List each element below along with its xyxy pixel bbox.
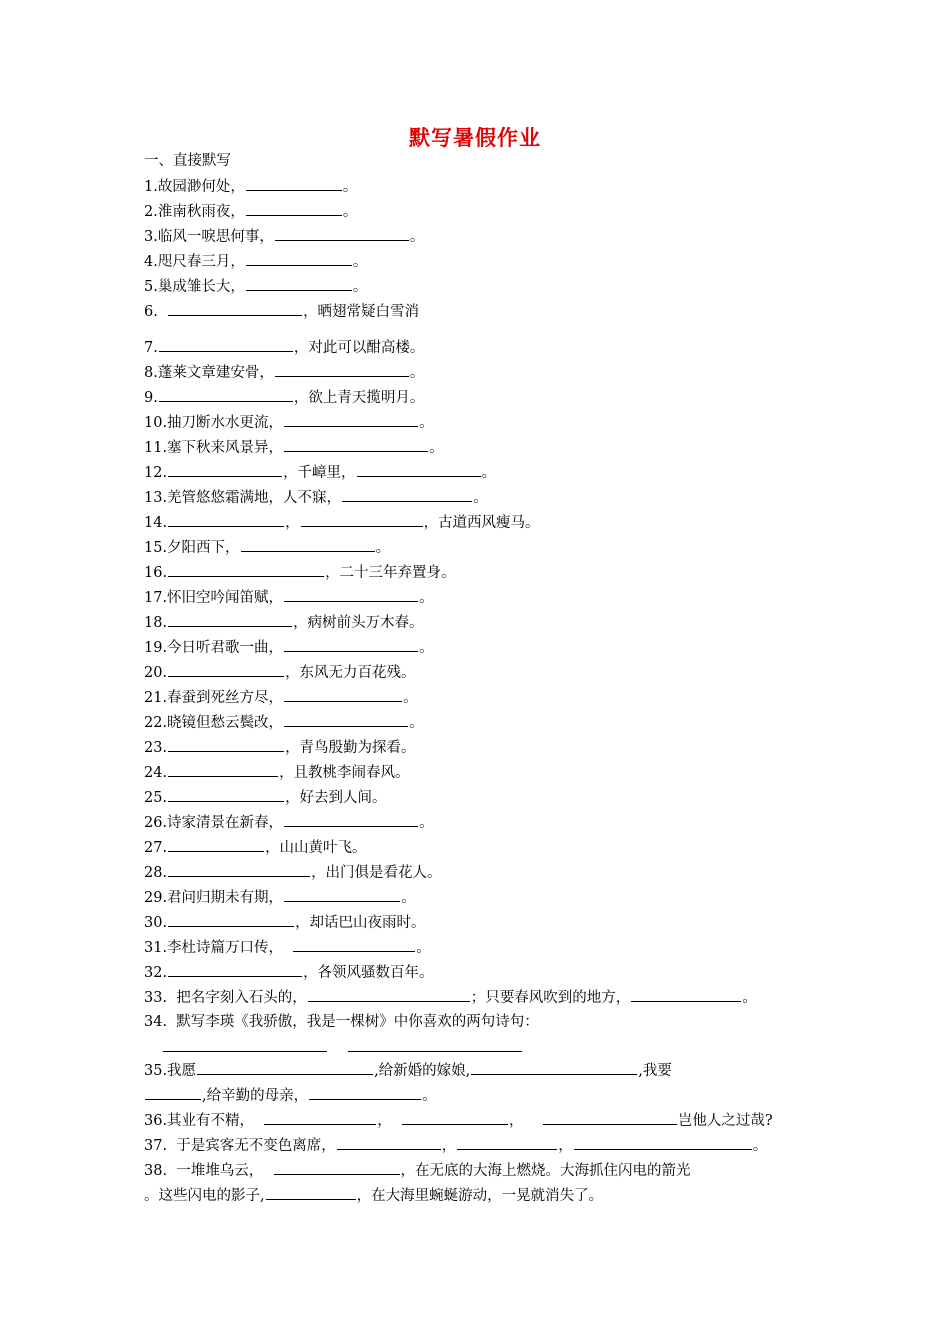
answer-blank[interactable]	[168, 762, 278, 777]
question-text: ，出门俱是看花人。	[311, 865, 442, 881]
question-line	[144, 1037, 523, 1058]
question-text: 26.诗家清景在新春，	[144, 815, 284, 831]
question-line	[144, 301, 419, 322]
question-text: 4.咫尺春三月，	[144, 254, 245, 270]
question-text: 37. 于是宾客无不变色离席，	[144, 1138, 336, 1154]
question-text: ，青鸟殷勤为探看。	[285, 740, 416, 756]
question-line	[144, 387, 424, 408]
answer-blank[interactable]	[471, 1060, 637, 1075]
question-text: 23.	[144, 740, 168, 756]
question-text: ，古道西风瘦马。	[423, 515, 540, 531]
question-text: ，	[558, 1138, 573, 1154]
question-text: 36.其业有不精，	[144, 1113, 264, 1129]
answer-blank[interactable]	[168, 912, 294, 927]
question-text: 20.	[144, 665, 168, 681]
question-text: 。	[419, 815, 434, 831]
question-text: 。	[409, 715, 424, 731]
question-line	[144, 437, 444, 458]
answer-blank[interactable]	[284, 637, 418, 652]
question-text: 25.	[144, 790, 168, 806]
question-line	[144, 887, 416, 908]
question-text: ，各领风骚数百年。	[303, 965, 434, 981]
question-text: 17.怀旧空吟闻笛赋，	[144, 590, 284, 606]
question-text: ；只要春风吹到的地方，	[470, 990, 631, 1006]
question-text: 28.	[144, 865, 168, 881]
question-text: ，东风无力百花残。	[285, 665, 416, 681]
answer-blank[interactable]	[274, 1160, 400, 1175]
question-line	[144, 362, 424, 383]
question-line	[144, 1085, 437, 1106]
question-text: 。	[342, 204, 358, 220]
question-text: ,我要	[638, 1063, 672, 1079]
question-text: 8.蓬莱文章建安骨，	[144, 365, 274, 381]
answer-blank[interactable]	[284, 412, 418, 427]
question-text: 21.春蚕到死丝方尽，	[144, 690, 284, 706]
question-text: 。	[352, 254, 368, 270]
question-text: 10.抽刀断水水更流，	[144, 415, 284, 431]
question-line	[144, 612, 424, 633]
question-line	[144, 737, 416, 758]
answer-blank[interactable]	[168, 737, 284, 752]
answer-blank[interactable]	[168, 787, 284, 802]
answer-blank[interactable]	[246, 276, 352, 291]
question-text: 7.	[144, 340, 158, 356]
question-text: 11.塞下秋来风景异，	[144, 440, 284, 456]
question-line	[144, 276, 367, 297]
question-text: ，二十三年弃置身。	[325, 565, 456, 581]
answer-blank[interactable]	[159, 387, 293, 402]
question-text: 13.羌管悠悠霜满地，人不寐，	[144, 490, 342, 506]
answer-blank[interactable]	[284, 437, 428, 452]
question-text: 。	[422, 1088, 437, 1104]
question-line	[144, 201, 357, 222]
question-text: 。	[752, 1138, 768, 1154]
question-text: ，欲上青天揽明月。	[293, 390, 425, 406]
question-text: 33. 把名字刻入石头的，	[144, 990, 307, 1006]
question-text: ，山山黄叶飞。	[265, 840, 367, 856]
question-line	[144, 912, 426, 933]
question-text: 。	[419, 590, 434, 606]
answer-blank[interactable]	[246, 176, 342, 191]
question-text: 31.李杜诗篇万口传，	[144, 940, 293, 956]
answer-blank[interactable]	[284, 587, 418, 602]
answer-blank[interactable]	[357, 462, 481, 477]
question-text: 。	[409, 229, 425, 245]
page-title: 默写暑假作业	[409, 126, 541, 150]
question-text: ，在无底的大海上燃烧。大海抓住闪电的箭光	[400, 1163, 691, 1179]
question-text: 34. 默写李瑛《我骄傲，我是一棵树》中你喜欢的两句诗句：	[144, 1014, 539, 1030]
question-line	[144, 762, 410, 783]
question-text: 。	[419, 640, 434, 656]
question-text: 9.	[144, 390, 158, 406]
question-text: 18.	[144, 615, 168, 631]
answer-blank[interactable]	[284, 712, 408, 727]
answer-blank[interactable]	[284, 687, 402, 702]
question-line	[144, 226, 424, 247]
question-text: 27.	[144, 840, 168, 856]
question-text: 24.	[144, 765, 168, 781]
question-line	[144, 1060, 672, 1081]
answer-blank[interactable]	[309, 1085, 421, 1100]
question-text: ，在大海里蜿蜒游动，一晃就消失了。	[356, 1188, 604, 1204]
question-text: 30.	[144, 915, 168, 931]
answer-blank[interactable]	[348, 1037, 522, 1052]
question-text: 22.晓镜但愁云鬓改，	[144, 715, 284, 731]
answer-blank[interactable]	[168, 962, 302, 977]
answer-blank[interactable]	[168, 462, 282, 477]
question-text: 38. 一堆堆乌云，	[144, 1163, 273, 1179]
question-line	[144, 462, 496, 483]
answer-blank[interactable]	[246, 251, 352, 266]
question-text: 。	[375, 540, 391, 556]
question-text: ，对此可以酣高楼。	[293, 340, 425, 356]
answer-blank[interactable]	[275, 226, 409, 241]
question-text: ，好去到人间。	[285, 790, 387, 806]
question-text: ，病树前头万木春。	[293, 615, 424, 631]
answer-blank[interactable]	[168, 862, 310, 877]
question-line	[144, 562, 456, 583]
question-line	[144, 812, 434, 833]
answer-blank[interactable]	[402, 1110, 508, 1125]
question-text: 1.故园渺何处，	[144, 179, 245, 195]
question-line	[144, 712, 424, 733]
question-text: 。	[419, 415, 434, 431]
question-line	[144, 412, 434, 433]
question-text: 。	[352, 279, 368, 295]
answer-blank[interactable]	[574, 1135, 752, 1150]
question-text: ，	[441, 1138, 457, 1154]
question-text: 。	[742, 990, 757, 1006]
question-line	[144, 1110, 773, 1131]
answer-blank[interactable]	[241, 537, 375, 552]
answer-blank[interactable]	[631, 987, 741, 1002]
question-line	[144, 176, 357, 197]
question-text	[328, 1040, 346, 1056]
question-line	[144, 962, 434, 983]
question-text: 。	[342, 179, 358, 195]
answer-blank[interactable]	[197, 1060, 373, 1075]
question-text: ,给辛勤的母亲，	[202, 1088, 309, 1104]
question-line	[144, 987, 757, 1008]
answer-blank[interactable]	[159, 337, 293, 352]
answer-blank[interactable]	[342, 487, 472, 502]
answer-blank[interactable]	[163, 1037, 327, 1052]
question-text: ，	[285, 515, 300, 531]
answer-blank[interactable]	[168, 612, 292, 627]
question-text: ,给新婚的嫁娘,	[374, 1063, 471, 1079]
question-text: ，晒翅常疑白雪消	[303, 304, 420, 320]
question-text: 16.	[144, 565, 168, 581]
question-text: 19.今日听君歌一曲，	[144, 640, 284, 656]
answer-blank[interactable]	[168, 837, 264, 852]
question-line	[144, 1185, 603, 1206]
question-text: 14.	[144, 515, 168, 531]
question-text: 。	[409, 365, 425, 381]
question-line	[144, 537, 390, 558]
question-text: 15.夕阳西下，	[144, 540, 240, 556]
answer-blank[interactable]	[168, 301, 302, 316]
question-line	[144, 1135, 767, 1156]
question-text: 32.	[144, 965, 168, 981]
answer-blank[interactable]	[457, 1135, 557, 1150]
answer-blank[interactable]	[145, 1085, 201, 1100]
question-line	[144, 587, 434, 608]
answer-blank[interactable]	[264, 1110, 376, 1125]
question-text: ，	[509, 1113, 542, 1129]
question-line	[144, 1160, 691, 1181]
answer-blank[interactable]	[168, 562, 324, 577]
question-text: 岂他人之过哉?	[677, 1113, 773, 1129]
section-heading: 一、直接默写	[144, 153, 231, 169]
question-text: ，且教桃李闹春风。	[279, 765, 410, 781]
answer-blank[interactable]	[284, 887, 400, 902]
answer-blank[interactable]	[284, 812, 418, 827]
question-line	[144, 662, 416, 683]
answer-blank[interactable]	[308, 987, 470, 1002]
question-text: ，	[377, 1113, 401, 1129]
question-line	[144, 487, 488, 508]
answer-blank[interactable]	[275, 362, 409, 377]
question-line	[144, 937, 431, 958]
question-line	[144, 687, 418, 708]
question-text: ，却话巴山夜雨时。	[295, 915, 426, 931]
answer-blank[interactable]	[543, 1110, 677, 1125]
question-text: ，千嶂里，	[283, 465, 356, 481]
question-line	[144, 512, 540, 533]
question-line	[144, 837, 367, 858]
question-text: 。	[481, 465, 497, 481]
question-line	[144, 251, 367, 272]
answer-blank[interactable]	[266, 1185, 356, 1200]
question-text: 2.淮南秋雨夜，	[144, 204, 245, 220]
answer-blank[interactable]	[246, 201, 342, 216]
answer-blank[interactable]	[168, 662, 284, 677]
answer-blank[interactable]	[337, 1135, 441, 1150]
question-line	[144, 337, 424, 358]
question-text: 。	[403, 690, 418, 706]
question-text: 5.巢成雏长大，	[144, 279, 245, 295]
answer-blank[interactable]	[293, 937, 415, 952]
question-text: 12.	[144, 465, 168, 481]
question-text: 。	[401, 890, 416, 906]
question-line	[144, 637, 434, 658]
question-line	[144, 787, 387, 808]
question-text: 29.君问归期未有期，	[144, 890, 284, 906]
question-text: 。	[429, 440, 444, 456]
answer-blank[interactable]	[168, 512, 284, 527]
question-text: 35.我愿	[144, 1063, 197, 1079]
answer-blank[interactable]	[301, 512, 423, 527]
question-text: 。	[473, 490, 488, 506]
question-line	[144, 862, 442, 883]
question-text: 6.	[144, 304, 168, 320]
question-line	[144, 1012, 539, 1032]
question-text: 。	[416, 940, 431, 956]
question-text	[144, 1040, 162, 1056]
question-text: 3.临风一唳思何事，	[144, 229, 274, 245]
question-text: 。这些闪电的影子,	[144, 1188, 265, 1204]
